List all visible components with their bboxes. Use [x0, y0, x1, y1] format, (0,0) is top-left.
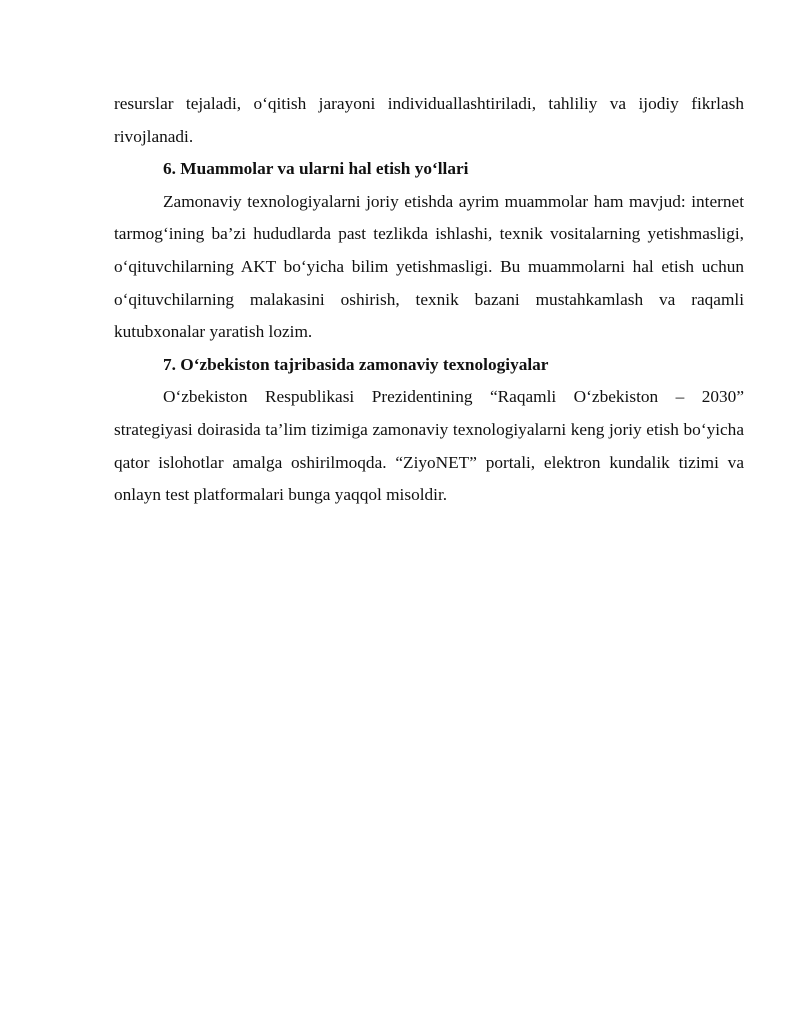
paragraph-continuation: resurslar tejaladi, o‘qitish jarayoni individuallashtiriladi, tahliliy va ijodiy fikrlash rivojlanadi. — [114, 94, 744, 146]
paragraph-problems: Zamonaviy texnologiyalarni joriy etishda ayrim muammolar ham mavjud: internet tarmog‘ining ba’zi hududlarda past tezlikda ishlashi, texnik vositalarning yetishmasligi, o‘qituvchilarning AKT bo‘yicha bilim yetishmasligi. Bu muammolarni hal etish uchun o‘qituvchilarning malakasini oshirish, texnik bazani mustahkamlash va raqamli kutubxonalar yaratish lozim. — [114, 191, 744, 342]
document-body — [114, 88, 744, 512]
section-heading-6: 6. Muammolar va ularni hal etish yo‘llari — [163, 159, 469, 179]
paragraph-uzbekistan-experience: O‘zbekiston Respublikasi Prezidentining “Raqamli O‘zbekiston – 2030” strategiyasi doirasida ta’lim tizimiga zamonaviy texnologiyalarni keng joriy etish bo‘yicha qator islohotlar amalga oshirilmoqda. “ZiyoNET” portali, elektron kundalik tizimi va onlayn test platformalari bunga yaqqol misoldir. — [114, 387, 744, 505]
section-heading-7: 7. O‘zbekiston tajribasida zamonaviy texnologiyalar — [163, 354, 549, 374]
